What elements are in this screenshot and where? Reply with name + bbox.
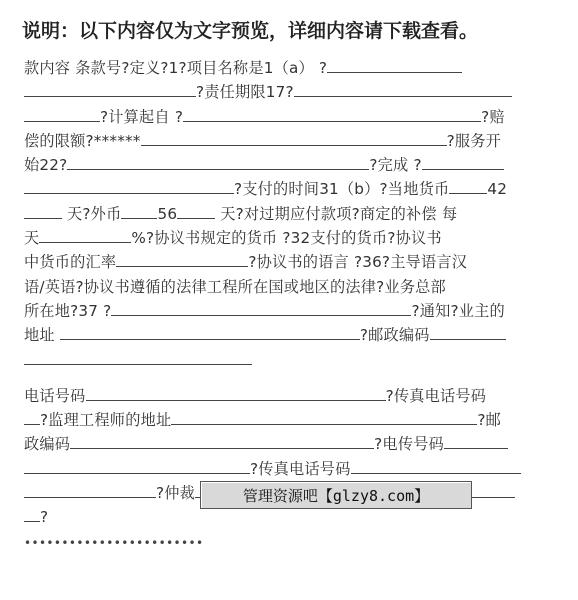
fill-blank — [444, 433, 508, 449]
text-segment: ?服务开 — [446, 131, 502, 150]
fill-blank — [24, 482, 156, 498]
fill-blank — [24, 409, 40, 425]
text-segment: %?协议书规定的货币 ?32支付的货币?协议书 — [131, 229, 442, 248]
text-line-8 — [24, 226, 549, 250]
text-line-1 — [24, 56, 549, 80]
text-segment: 天 — [24, 229, 40, 248]
fill-blank — [24, 349, 252, 365]
site-watermark-banner: 管理资源吧【glzy8.com】 — [200, 481, 472, 509]
text-segment: 中货币的汇率 — [24, 253, 117, 272]
amount-value: 56 — [157, 204, 178, 223]
text-segment: ? — [40, 508, 49, 527]
text-segment: 偿的限额?****** — [24, 131, 141, 150]
text-segment: ?监理工程师的地址 — [40, 411, 172, 430]
text-segment: ?仲裁 — [156, 484, 196, 503]
fill-blank — [24, 81, 196, 97]
fill-blank — [111, 300, 411, 316]
text-line-5 — [24, 153, 549, 177]
fill-blank — [24, 178, 234, 194]
text-line-14 — [24, 384, 549, 408]
text-segment: ?电传号码 — [374, 435, 444, 454]
fill-blank — [171, 409, 477, 425]
text-segment: ?邮 — [477, 411, 502, 430]
text-line-3 — [24, 105, 549, 129]
text-segment: 天?外币 — [67, 204, 122, 223]
fill-blank — [24, 506, 40, 522]
text-segment: 政编码 — [24, 435, 71, 454]
text-line-2 — [24, 80, 549, 104]
text-segment: ?传真电话号码 — [385, 386, 487, 405]
text-segment: ?通知?业主的 — [411, 301, 505, 320]
document-text — [24, 56, 549, 554]
fill-blank — [177, 203, 215, 219]
fill-blank — [327, 57, 462, 73]
fill-blank — [422, 154, 504, 170]
text-line-7 — [24, 202, 549, 226]
text-segment: 地址 — [24, 326, 55, 345]
fill-blank — [121, 203, 157, 219]
text-line-10 — [24, 275, 549, 299]
text-line-11 — [24, 299, 549, 323]
fill-blank — [183, 106, 481, 122]
text-segment: 电话号码 — [24, 386, 86, 405]
text-line-16 — [24, 432, 549, 456]
text-line-4 — [24, 129, 549, 153]
fill-blank — [294, 81, 512, 97]
amount-value: 42 — [487, 180, 508, 199]
text-line-9 — [24, 250, 549, 274]
text-line-6 — [24, 177, 549, 201]
text-segment: ?完成 ? — [369, 156, 422, 175]
text-segment: ?传真电话号码 — [250, 459, 351, 478]
fill-blank — [24, 203, 62, 219]
text-segment: 款内容 条款号?定义?1?项目名称是1（a） ? — [24, 59, 328, 77]
fill-blank — [24, 458, 250, 474]
fill-blank — [70, 433, 374, 449]
text-segment: ?邮政编码 — [359, 326, 430, 345]
text-line-15 — [24, 408, 549, 432]
fill-blank — [116, 251, 248, 267]
text-segment: ?协议书的语言 ?36?主导语言汉 — [248, 253, 468, 272]
fill-blank — [67, 154, 369, 170]
text-segment: 所在地?37 ? — [24, 301, 112, 320]
fill-blank — [39, 227, 131, 243]
fill-blank — [351, 458, 521, 474]
fill-blank — [449, 178, 487, 194]
fill-blank — [430, 324, 506, 340]
text-segment: ?计算起自 ? — [100, 107, 184, 126]
text-segment: ?支付的时间31（b）?当地货币 — [234, 180, 450, 199]
text-line-17 — [24, 457, 549, 481]
continuation-dots: •••••••••••••••••••••••• — [24, 535, 204, 550]
text-segment: ?赔 — [481, 107, 505, 126]
preview-notice-heading: 说明：以下内容仅为文字预览，详细内容请下载查看。 — [22, 20, 479, 42]
text-line-13 — [24, 348, 549, 372]
text-segment: 始22? — [24, 156, 68, 175]
text-line-12 — [24, 323, 549, 347]
text-segment: 语/英语?协议书遵循的法律工程所在国或地区的法律?业务总部 — [24, 277, 446, 296]
text-line-20 — [24, 530, 549, 554]
fill-blank — [141, 130, 447, 146]
fill-blank — [86, 385, 386, 401]
text-segment: ?责任期限17? — [196, 83, 294, 102]
fill-blank — [60, 324, 360, 340]
fill-blank — [24, 106, 100, 122]
text-segment: 天?对过期应付款项?商定的补偿 每 — [220, 204, 458, 223]
